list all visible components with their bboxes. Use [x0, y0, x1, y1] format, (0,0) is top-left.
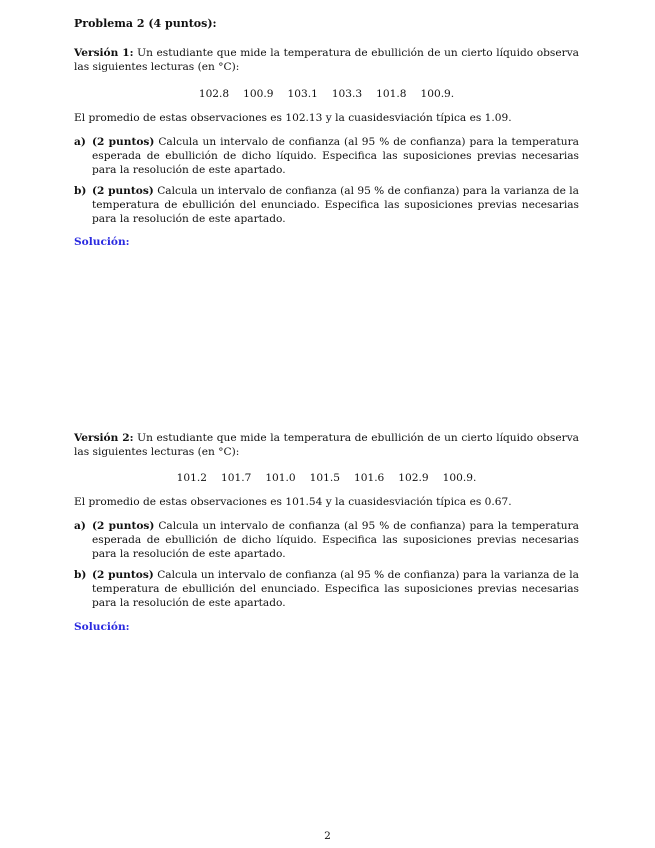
version-1-solution-label: Solución: [74, 236, 130, 248]
version-2-intro-text: Un estudiante que mide la temperatura de ebullición de un cierto líquido observa las siguientes lecturas (en °C): [74, 432, 580, 458]
version-2-solution-label: Solución: [74, 621, 130, 633]
reading: 101.2 [176, 472, 207, 484]
reading: 100.9 [243, 88, 274, 100]
reading: 102.8 [198, 88, 230, 100]
reading: 103.3 [331, 88, 363, 100]
reading: 103.1 [287, 88, 318, 100]
version-1-summary: El promedio de estas observaciones es 102.13 y la cuasidesviación típica es 1.09. [74, 112, 512, 124]
part-label: b) [74, 185, 87, 197]
part-label: a) [74, 136, 86, 148]
version-1-intro [74, 46, 579, 74]
part-label: a) [74, 520, 86, 532]
version-2-intro [74, 431, 579, 459]
version-1-intro-text: Un estudiante que mide la temperatura de ebullición de un cierto líquido observa las siguientes lecturas (en °C): [74, 47, 580, 73]
part-text: Calcula un intervalo de confianza (al 95 % de confianza) para la temperatura esperada de ebullición de dicho líquido. Especifica las suposiciones previas necesarias para la resolución de este apartado. [92, 520, 579, 560]
part-text: Calcula un intervalo de confianza (al 95 % de confianza) para la varianza de la temperatura de ebullición del enunciado. Especifica las suposiciones previas necesarias para la resolución de este apartado. [92, 569, 579, 609]
reading: 101.6 [353, 472, 385, 484]
reading: 101.0 [265, 472, 296, 484]
part-points: (2 puntos) [92, 185, 154, 197]
page-number: 2 [324, 830, 331, 842]
reading: 101.8 [376, 88, 407, 100]
reading: 101.5 [309, 472, 340, 484]
version-2-readings [74, 471, 579, 485]
version-2-part-a [74, 519, 579, 561]
reading: 102.9 [398, 472, 429, 484]
part-points: (2 puntos) [92, 569, 154, 581]
part-text: Calcula un intervalo de confianza (al 95 % de confianza) para la varianza de la temperatura de ebullición del enunciado. Especifica las suposiciones previas necesarias para la resolución de este apartado. [92, 185, 579, 225]
part-points: (2 puntos) [92, 520, 155, 532]
version-1-part-b [74, 184, 579, 226]
problem-title: Problema 2 (4 puntos): [74, 17, 217, 30]
reading: 100.9. [420, 88, 455, 100]
version-2-label: Versión 2: [74, 432, 134, 444]
part-points: (2 puntos) [92, 136, 155, 148]
part-label: b) [74, 569, 87, 581]
version-2-part-b [74, 568, 579, 610]
version-1-readings [74, 87, 579, 101]
version-1-part-a [74, 135, 579, 177]
reading: 101.7 [220, 472, 252, 484]
reading: 100.9. [442, 472, 477, 484]
version-1-label: Versión 1: [74, 47, 134, 59]
part-text: Calcula un intervalo de confianza (al 95 % de confianza) para la temperatura esperada de ebullición de dicho líquido. Especifica las suposiciones previas necesarias para la resolución de este apartado. [92, 136, 579, 176]
version-2-summary: El promedio de estas observaciones es 101.54 y la cuasidesviación típica es 0.67. [74, 496, 512, 508]
